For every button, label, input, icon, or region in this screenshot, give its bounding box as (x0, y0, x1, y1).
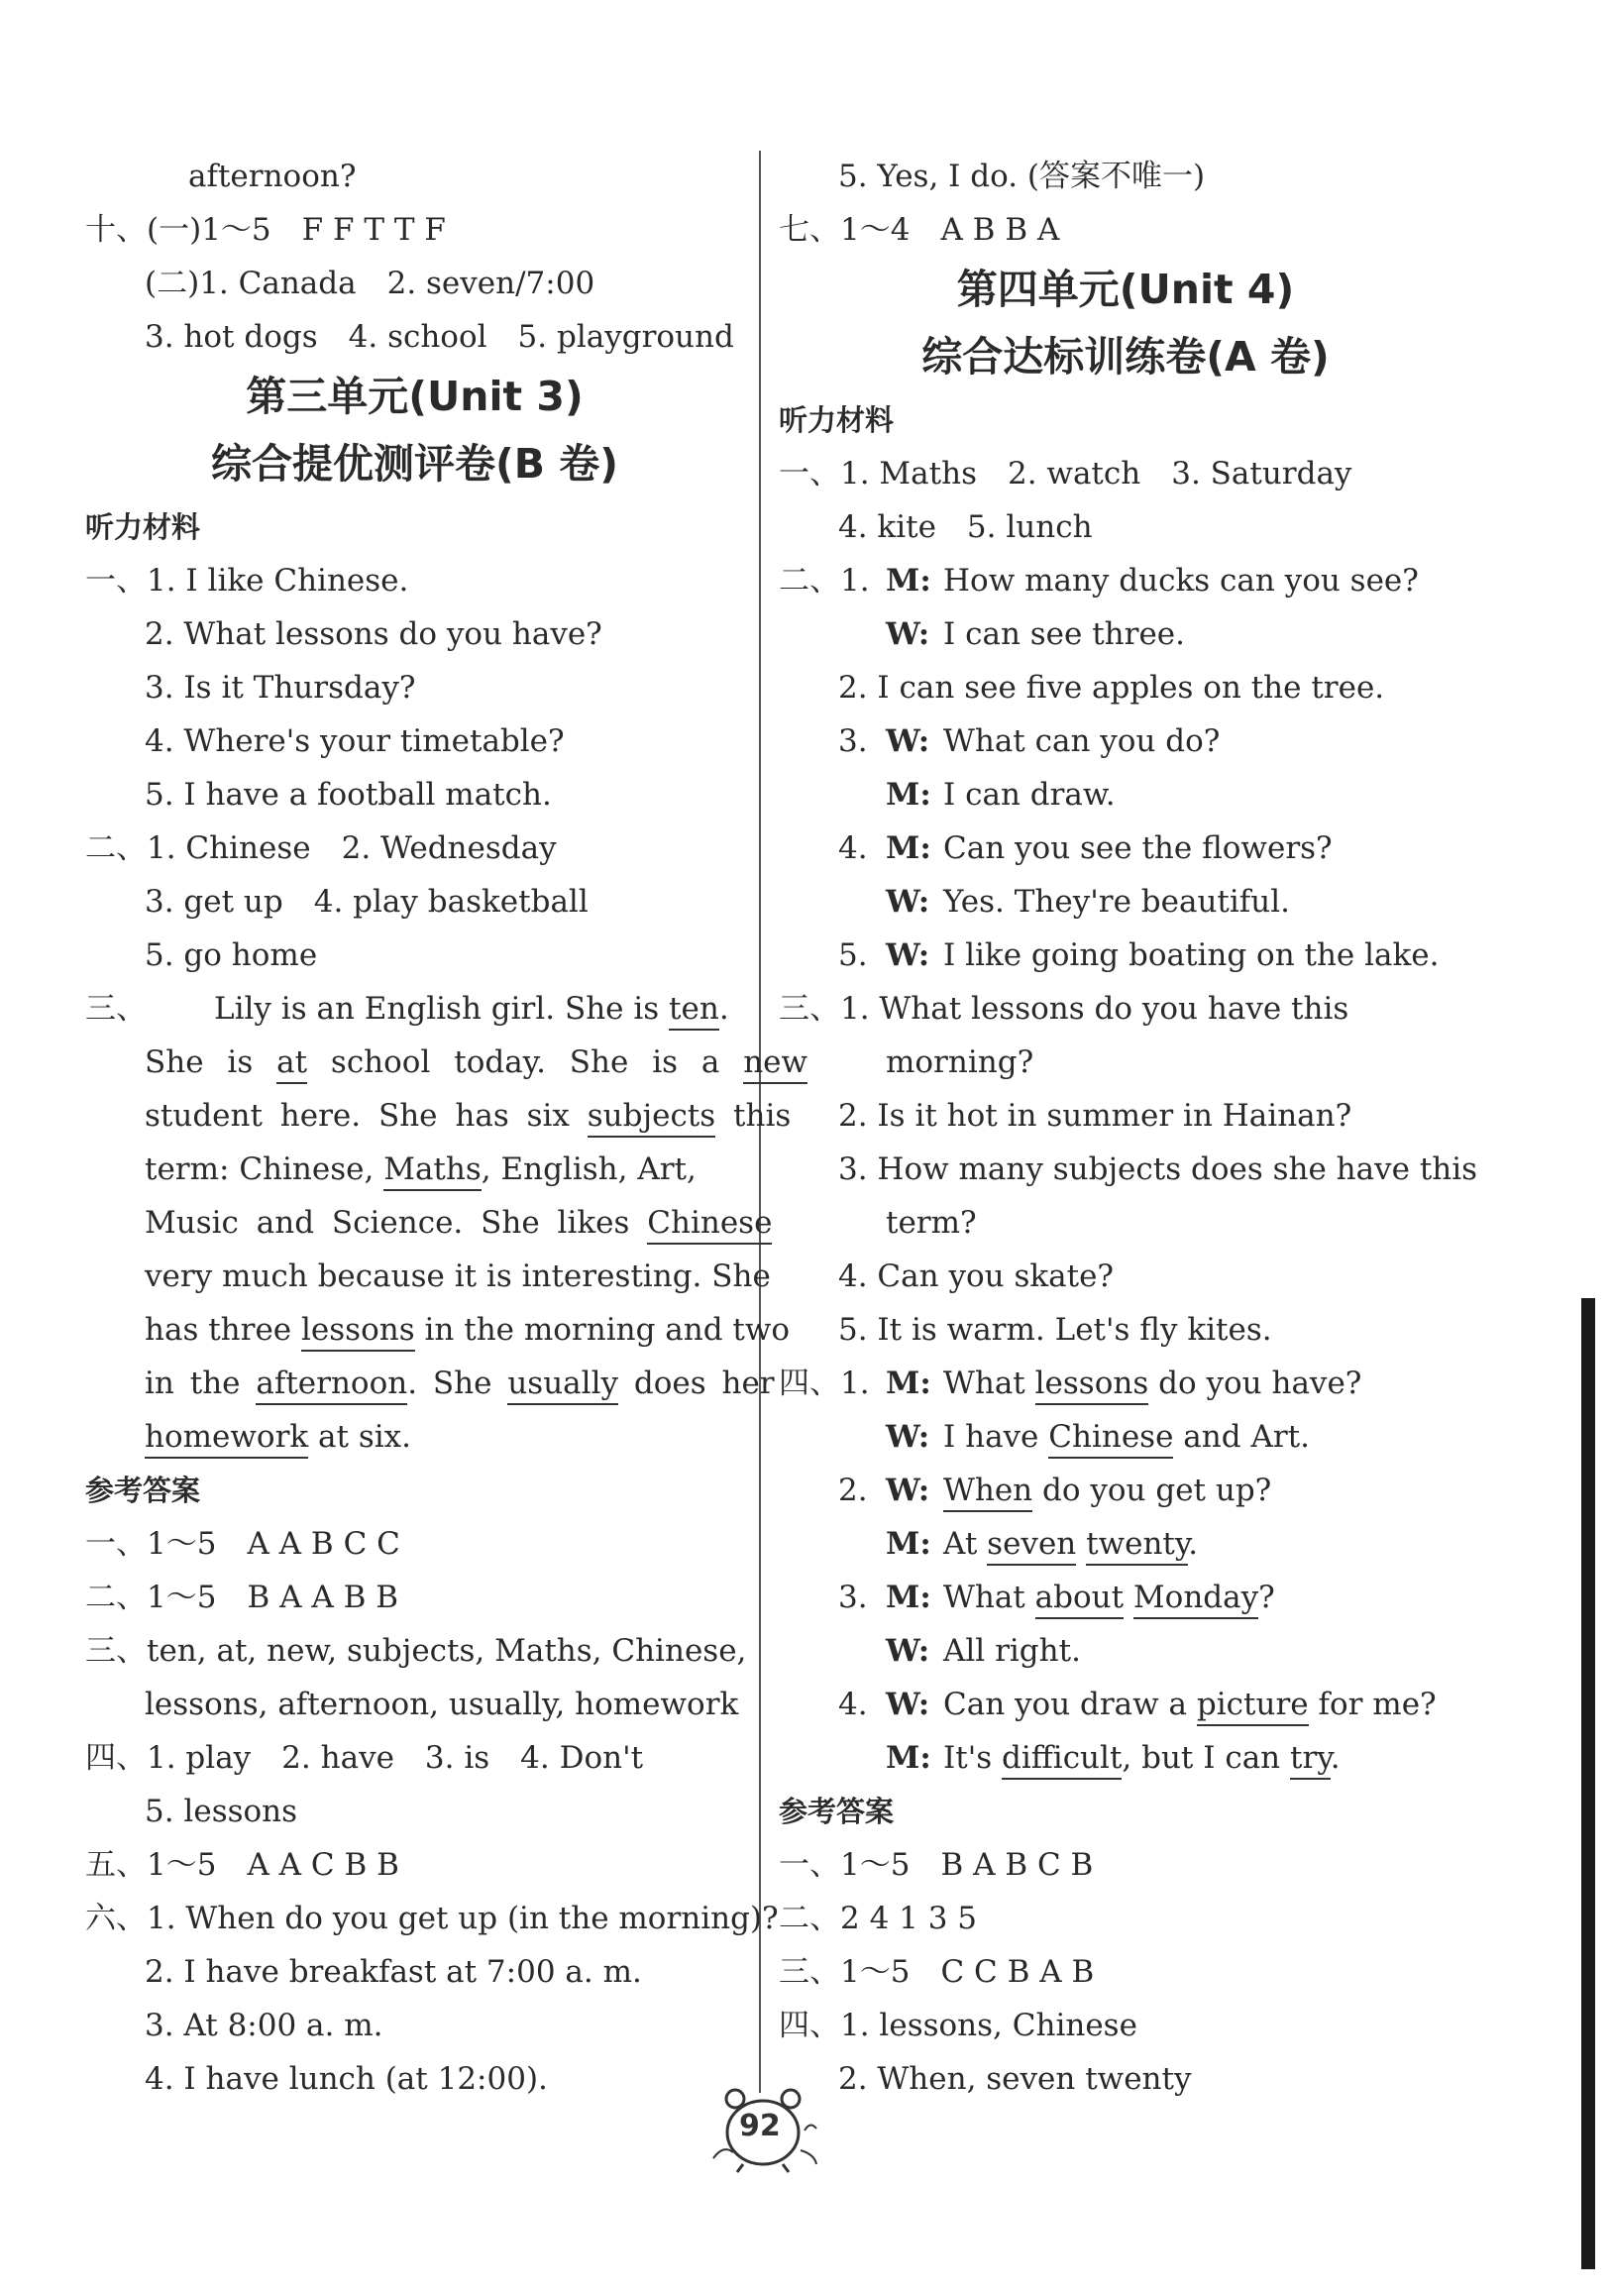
speaker-w: W: (886, 1633, 930, 1669)
speaker-m: M: (886, 563, 931, 599)
passage-line (145, 1410, 411, 1464)
item-number: 四、1. (779, 1366, 870, 1401)
passage-line: Lily is an English girl. She is ten. (214, 982, 729, 1036)
text-line: (二)1. Canada 2. seven/7:00 (145, 266, 595, 301)
speaker-m: M: (886, 777, 931, 813)
text-line: 5. It is warm. Let's fly kites. (838, 1312, 1272, 1348)
blank-answer: new (743, 1044, 807, 1084)
passage-text: term: Chinese, (145, 1151, 375, 1187)
passage-text: . She (407, 1366, 492, 1401)
section-mark: 三、 (85, 991, 147, 1027)
dialogue-text: All right. (943, 1633, 1081, 1669)
text-line: 5. go home (145, 937, 318, 973)
text-line: 2. When, seven twenty (838, 2061, 1192, 2097)
item-number: 二、1. (779, 563, 870, 599)
page-number-badge (694, 2081, 832, 2175)
text-line: 三、ten, at, new, subjects, Maths, Chinese, (85, 1633, 747, 1669)
text-line: 二、2 4 1 3 5 (779, 1901, 978, 1936)
speaker-w: W: (886, 1473, 930, 1508)
dialogue-text (943, 1678, 1437, 1731)
text-line: 4. kite 5. lunch (838, 509, 1093, 545)
dialogue-word: . (1188, 1526, 1199, 1562)
dialogue-word: and Art. (1183, 1419, 1310, 1455)
item-number: 3. (838, 723, 868, 759)
text-line: 2. Is it hot in summer in Hainan? (838, 1098, 1352, 1134)
dialogue-text (943, 1571, 1275, 1624)
dialogue-word: I have (943, 1419, 1039, 1455)
text-line: 2. What lessons do you have? (145, 616, 602, 652)
blank-answer: seven (987, 1526, 1076, 1566)
passage-text: , English, Art, (481, 1151, 697, 1187)
text-line: 二、1～5 B A A B B (85, 1580, 398, 1615)
passage-line (145, 1196, 772, 1250)
text-line: 七、1～4 A B B A (779, 212, 1060, 248)
passage-text: She is (145, 1044, 254, 1080)
text-line: 5. Yes, I do. (答案不唯一) (838, 159, 1206, 194)
dialogue-word: for me? (1318, 1687, 1437, 1722)
text-line: 3. hot dogs 4. school 5. playground (145, 319, 734, 355)
passage-text: does her (633, 1366, 775, 1401)
passage-line (145, 1357, 775, 1410)
dialogue-text (943, 1410, 1310, 1464)
dialogue-word: What (943, 1580, 1025, 1615)
answers-heading: 参考答案 (85, 1474, 201, 1507)
text-line: 四、1. lessons, Chinese (779, 2008, 1137, 2043)
speaker-w: W: (886, 884, 930, 920)
text-line: lessons, afternoon, usually, homework (145, 1687, 739, 1722)
text-line: 十、(一)1～5 F F T T F (85, 212, 446, 248)
text-line: 2. I have breakfast at 7:00 a. m. (145, 1954, 642, 1990)
blank-answer: afternoon (256, 1366, 407, 1405)
dialogue-word: ? (1258, 1580, 1275, 1615)
unit4-title: 第四单元(Unit 4) (956, 266, 1295, 313)
dialogue-text: What can you do? (943, 723, 1221, 759)
blank-answer: at (276, 1044, 307, 1084)
passage-text: has three (145, 1312, 292, 1348)
passage-text: in the morning and two (424, 1312, 791, 1348)
blank-answer: usually (507, 1366, 618, 1405)
dialogue-text: I can draw. (943, 777, 1116, 813)
blank-answer: Chinese (647, 1205, 772, 1245)
text-line: 四、1. play 2. have 3. is 4. Don't (85, 1740, 644, 1776)
text-line: 4. Where's your timetable? (145, 723, 565, 759)
text-line: 3. How many subjects does she have this (838, 1151, 1478, 1187)
text-line: 4. Can you skate? (838, 1258, 1115, 1294)
item-number: 3. (838, 1580, 868, 1615)
speaker-w: W: (886, 937, 930, 973)
dialogue-word: do you get up? (1042, 1473, 1272, 1508)
dialogue-text: How many ducks can you see? (943, 563, 1419, 599)
dialogue-text (943, 1357, 1361, 1410)
scan-edge-shadow (1581, 1298, 1595, 2269)
speaker-m: M: (886, 1526, 931, 1562)
text-line: 3. get up 4. play basketball (145, 884, 589, 920)
passage-text: in the (145, 1366, 241, 1401)
text-line: 4. I have lunch (at 12:00). (145, 2061, 548, 2097)
passage-text: Music and Science. She likes (145, 1205, 630, 1241)
blank-answer: homework (145, 1419, 308, 1459)
dialogue-word: It's (943, 1740, 993, 1776)
speaker-w: W: (886, 616, 930, 652)
dialogue-text: I can see three. (943, 616, 1186, 652)
passage-text: school today. She is a (330, 1044, 720, 1080)
dialogue-word: do you have? (1158, 1366, 1362, 1401)
speaker-m: M: (886, 1366, 931, 1401)
blank-answer: difficult (1002, 1740, 1122, 1780)
dialogue-text (943, 1464, 1271, 1517)
dialogue-text: Yes. They're beautiful. (943, 884, 1290, 920)
blank-answer: Chinese (1048, 1419, 1173, 1459)
blank-answer: lessons (1035, 1366, 1149, 1405)
text-line: 一、1. I like Chinese. (85, 563, 409, 599)
text-line: 六、1. When do you get up (in the morning)? (85, 1901, 779, 1936)
dialogue-word: Can you draw a (943, 1687, 1188, 1722)
blank-answer: Maths (383, 1151, 482, 1191)
dialogue-text (943, 1517, 1198, 1571)
blank-answer: twenty (1086, 1526, 1188, 1566)
blank-answer: When (943, 1473, 1032, 1512)
blank-answer: Monday (1133, 1580, 1258, 1619)
passage-line (145, 1089, 791, 1143)
speaker-w: W: (886, 723, 930, 759)
text-line: 一、1. Maths 2. watch 3. Saturday (779, 456, 1352, 492)
dialogue-text (943, 1731, 1341, 1785)
blank-answer: picture (1197, 1687, 1309, 1726)
text-line: 五、1～5 A A C B B (85, 1847, 399, 1883)
blank-answer: try (1290, 1740, 1331, 1780)
text-line: 三、1. What lessons do you have this (779, 991, 1349, 1027)
text-line: 3. At 8:00 a. m. (145, 2008, 383, 2043)
text-line: morning? (886, 1044, 1034, 1080)
dialogue-text: Can you see the flowers? (943, 830, 1333, 866)
speaker-w: W: (886, 1419, 930, 1455)
text-line: 一、1～5 A A B C C (85, 1526, 400, 1562)
answers-heading: 参考答案 (779, 1795, 895, 1828)
text-line: 二、1. Chinese 2. Wednesday (85, 830, 557, 866)
item-number: 4. (838, 830, 868, 866)
passage-line (145, 1143, 697, 1196)
passage-line: very much because it is interesting. She (145, 1258, 771, 1294)
unit3-subtitle: 综合提优测评卷(B 卷) (210, 440, 618, 488)
listening-heading: 听力材料 (85, 510, 201, 544)
passage-text: at six. (318, 1419, 411, 1455)
blank-answer: subjects (588, 1098, 715, 1138)
text-line: 一、1～5 B A B C B (779, 1847, 1094, 1883)
speaker-m: M: (886, 1740, 931, 1776)
item-number: 2. (838, 1473, 868, 1508)
unit3-title: 第三单元(Unit 3) (246, 373, 584, 420)
dialogue-word: At (943, 1526, 978, 1562)
text-line: afternoon? (188, 159, 357, 194)
passage-text: this (733, 1098, 792, 1134)
passage-text: Lily is an English girl. She is (214, 991, 660, 1027)
text-line: term? (886, 1205, 977, 1241)
text-line: 三、1～5 C C B A B (779, 1954, 1095, 1990)
text-line: 3. Is it Thursday? (145, 670, 416, 706)
blank-answer: ten (669, 991, 719, 1031)
listening-heading: 听力材料 (779, 403, 895, 437)
text-line: 5. lessons (145, 1794, 298, 1829)
item-number: 4. (838, 1687, 868, 1722)
dialogue-text: I like going boating on the lake. (943, 937, 1440, 973)
dialogue-word: . (1330, 1740, 1341, 1776)
passage-text: student here. She has six (145, 1098, 570, 1134)
passage-line (145, 1036, 808, 1089)
speaker-m: M: (886, 1580, 931, 1615)
blank-answer: lessons (301, 1312, 415, 1352)
speaker-m: M: (886, 830, 931, 866)
text-line: 2. I can see five apples on the tree. (838, 670, 1385, 706)
page-number: 92 (739, 2109, 781, 2143)
speaker-w: W: (886, 1687, 930, 1722)
unit4-subtitle: 综合达标训练卷(A 卷) (921, 333, 1330, 381)
blank-answer: about (1035, 1580, 1124, 1619)
passage-line (145, 1303, 790, 1357)
text-line: 5. I have a football match. (145, 777, 552, 813)
item-number: 5. (838, 937, 868, 973)
dialogue-word: What (943, 1366, 1025, 1401)
dialogue-word: , but I can (1122, 1740, 1281, 1776)
